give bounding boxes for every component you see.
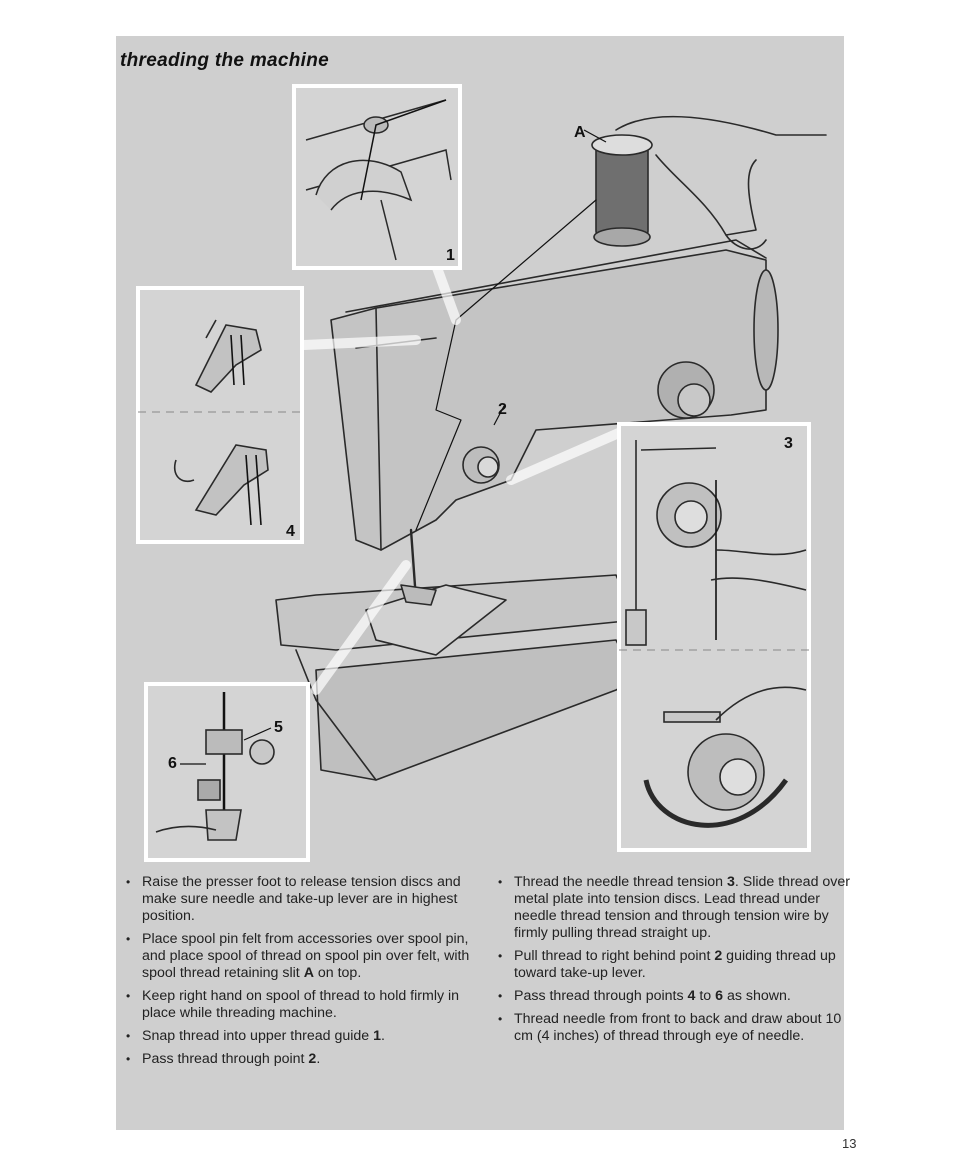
instruction-text-before: Place spool pin felt from accessories over spool pin, and place spool of thread on spool pin over felt, with spool thread retaining slit [142, 931, 470, 981]
instruction-text-after: . [381, 1028, 385, 1044]
callout-5: 5 [274, 719, 283, 736]
instruction-text-before: Snap thread into upper thread guide [142, 1028, 374, 1044]
inset-thread-tension [619, 424, 809, 850]
inset-take-up-lever [138, 288, 302, 542]
instruction-item [123, 931, 485, 982]
instruction-text-before: Pass thread through point [142, 1051, 309, 1067]
instruction-text-after: guiding thread up toward take-up lever. [514, 948, 836, 981]
instruction-text-after: as shown. [723, 988, 791, 1004]
page-number: 13 [842, 1136, 857, 1151]
instruction-bold: 4 [687, 988, 696, 1004]
instruction-item [123, 988, 485, 1022]
instruction-bold: 1 [373, 1028, 382, 1044]
instruction-item [495, 1011, 857, 1045]
callout-4: 4 [286, 523, 295, 540]
instruction-bold: 6 [715, 988, 724, 1004]
instruction-text: Thread needle from front to back and draw about 10 cm (4 inches) of thread through eye of needle. [514, 1011, 842, 1044]
instruction-bold: 2 [308, 1051, 317, 1067]
instruction-item [123, 1051, 485, 1068]
instruction-item [495, 988, 857, 1005]
instruction-bold: 3 [726, 874, 735, 890]
instruction-bold: 2 [714, 948, 723, 964]
instruction-text: Keep right hand on spool of thread to hold firmly in place while threading machine. [142, 988, 460, 1021]
instructions-left-column [123, 874, 485, 1074]
instruction-text-mid: to [695, 988, 716, 1004]
threading-illustration [116, 80, 844, 870]
instruction-item [123, 1028, 485, 1045]
page-title: threading the machine [120, 50, 330, 71]
callout-3: 3 [784, 435, 793, 452]
handwheel [754, 270, 778, 390]
callout-2: 2 [498, 401, 507, 418]
right-hand [616, 117, 826, 135]
callout-1: 1 [446, 247, 455, 264]
thread-spool [596, 145, 648, 237]
instruction-item [495, 874, 857, 942]
instruction-item [495, 948, 857, 982]
instruction-text-before: Pull thread to right behind point [514, 948, 715, 964]
instruction-text-after: . [316, 1051, 321, 1067]
instruction-text-before: Pass thread through points [514, 988, 688, 1004]
inset-needle-guides [146, 684, 308, 860]
instruction-text-after: on top. [313, 965, 362, 981]
instruction-text-after: . Slide thread over metal plate into tension discs. Lead thread under needle thread tension and through tension wire by firmly pulling thread straight up. [514, 874, 851, 941]
callout-a: A [574, 124, 586, 141]
instructions-right-column [495, 874, 857, 1051]
machine-base [316, 640, 636, 780]
callout-6: 6 [168, 755, 177, 772]
instruction-text-before: Thread the needle thread tension [514, 874, 727, 890]
inset-upper-thread-guide [294, 86, 460, 268]
instruction-bold: A [303, 965, 314, 981]
instruction-text: Raise the presser foot to release tension discs and make sure needle and take-up lever are in highest position. [142, 874, 461, 924]
instruction-item [123, 874, 485, 925]
